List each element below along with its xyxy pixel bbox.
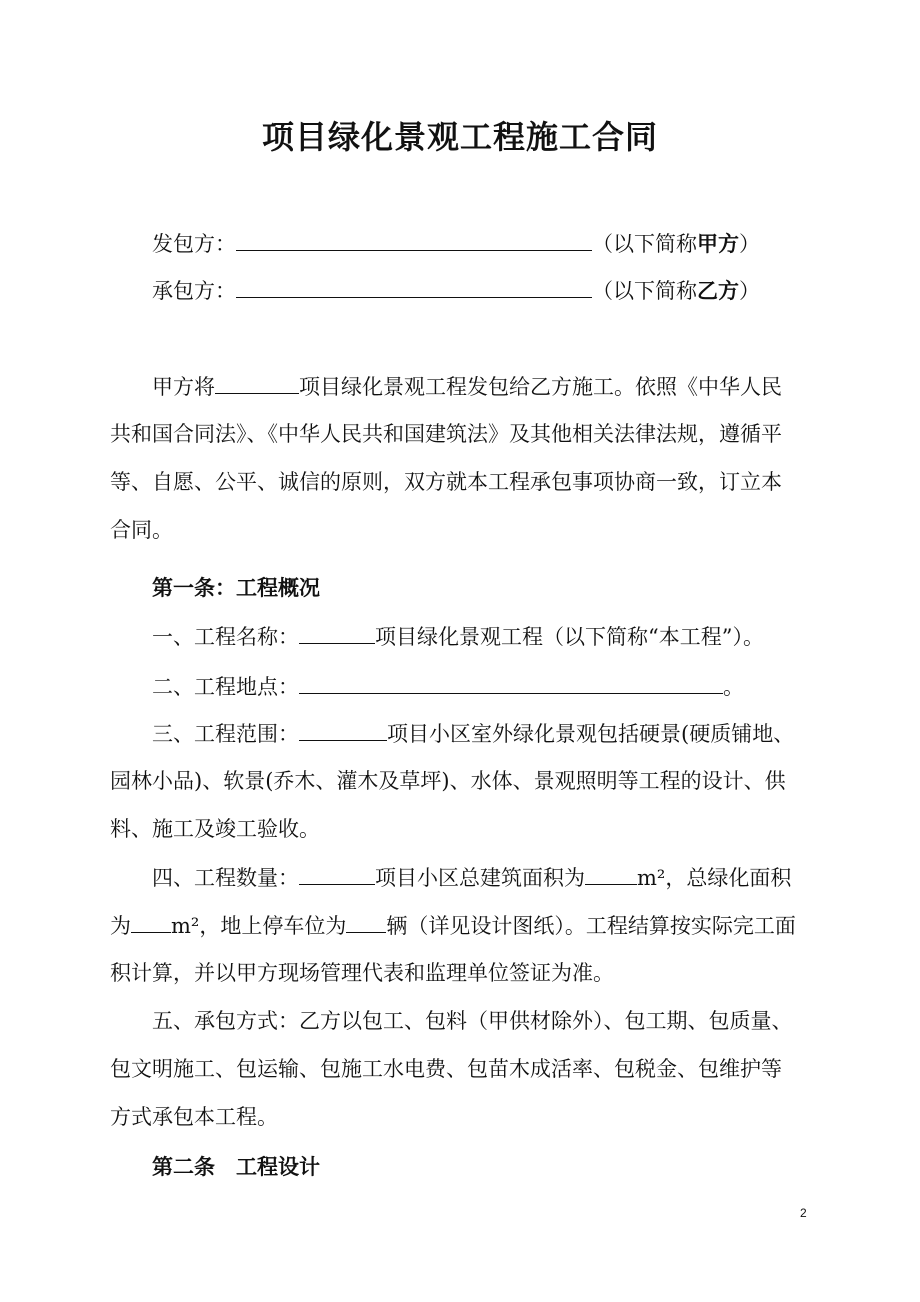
party-b-line xyxy=(152,275,862,306)
item2-label: 二、工程地点： xyxy=(152,675,299,699)
item1-blank xyxy=(299,621,375,644)
item3-label: 三、工程范围： xyxy=(152,722,299,746)
intro-line-2: 共和国合同法》、《中华人民共和国建筑法》及其他相关法律法规，遵循平 xyxy=(110,422,782,446)
item1-line xyxy=(152,621,862,652)
document-title: 项目绿化景观工程施工合同 xyxy=(261,118,658,156)
article1-heading: 第一条：工程概况 xyxy=(152,576,320,600)
item1-text: 项目绿化景观工程（以下简称“本工程”）。 xyxy=(375,625,764,649)
item4-seg2: m²，总绿化面积 xyxy=(637,866,792,890)
item4-l2c: 辆（详见设计图纸）。工程结算按实际完工面 xyxy=(386,914,796,938)
item4-line-3: 积计算，并以甲方现场管理代表和监理单位签证为准。 xyxy=(110,961,614,985)
party-a-suffix: （以下简称 xyxy=(592,232,697,256)
item4-blank-area xyxy=(585,862,637,885)
article2-heading: 第二条 工程设计 xyxy=(152,1155,320,1179)
party-a-label: 发包方： xyxy=(152,232,236,256)
item4-blank-green xyxy=(131,910,171,933)
item5-line-2: 包文明施工、包运输、包施工水电费、包苗木成活率、包税金、包维护等 xyxy=(110,1057,782,1081)
item3-line-1 xyxy=(152,718,862,749)
item4-label: 四、工程数量： xyxy=(152,866,299,890)
intro-line-1 xyxy=(152,371,862,402)
party-a-short: 甲方 xyxy=(697,232,739,256)
item4-l2a: 为 xyxy=(110,914,131,938)
item3-blank xyxy=(299,718,387,741)
party-b-close: ） xyxy=(739,279,760,303)
party-a-line xyxy=(152,228,862,259)
intro-post: 项目绿化景观工程发包给乙方施工。依照《中华人民 xyxy=(299,375,782,399)
item3-line-2: 园林小品)、软景(乔木、灌木及草坪)、水体、景观照明等工程的设计、供 xyxy=(110,769,786,793)
item3-line-3: 料、施工及竣工验收。 xyxy=(110,817,320,841)
item2-line xyxy=(152,671,862,702)
item4-blank-parking xyxy=(346,910,386,933)
item4-blank-project xyxy=(299,862,375,885)
party-a-blank xyxy=(236,228,592,251)
party-b-short: 乙方 xyxy=(697,279,739,303)
item2-end: 。 xyxy=(723,675,744,699)
page-number: 2 xyxy=(800,1206,807,1220)
intro-line-4: 合同。 xyxy=(110,518,173,542)
item4-line-1 xyxy=(152,862,862,893)
item1-label: 一、工程名称： xyxy=(152,625,299,649)
party-a-close: ） xyxy=(739,232,760,256)
item4-seg1: 项目小区总建筑面积为 xyxy=(375,866,585,890)
item4-l2b: m²，地上停车位为 xyxy=(171,914,347,938)
intro-line-3: 等、自愿、公平、诚信的原则，双方就本工程承包事项协商一致，订立本 xyxy=(110,470,782,494)
intro-pre: 甲方将 xyxy=(152,375,215,399)
party-b-blank xyxy=(236,275,592,298)
party-b-label: 承包方： xyxy=(152,279,236,303)
item3-text: 项目小区室外绿化景观包括硬景(硬质铺地、 xyxy=(387,722,795,746)
item5-line-1: 五、承包方式：乙方以包工、包料（甲供材除外）、包工期、包质量、 xyxy=(152,1009,793,1033)
item4-line-2 xyxy=(110,910,820,941)
party-b-suffix: （以下简称 xyxy=(592,279,697,303)
intro-blank xyxy=(215,371,299,394)
item2-blank xyxy=(299,671,723,694)
item5-line-3: 方式承包本工程。 xyxy=(110,1105,278,1129)
